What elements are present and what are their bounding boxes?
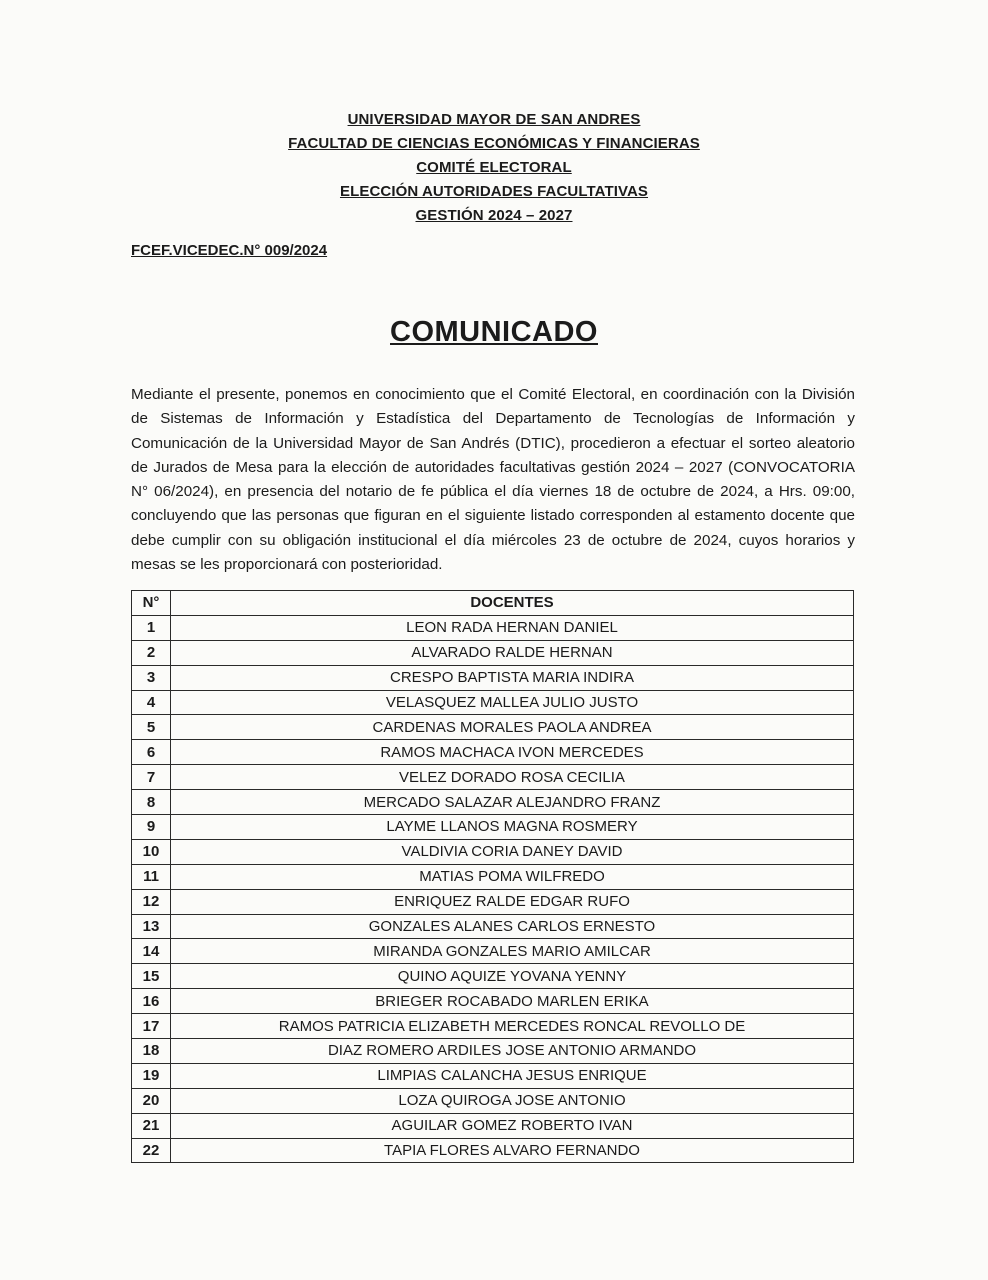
page-title: COMUNICADO [390,316,598,348]
row-number: 20 [132,1088,171,1113]
table-row [132,1088,854,1113]
table-row [132,715,854,740]
docente-name: BRIEGER ROCABADO MARLEN ERIKA [171,989,854,1014]
table-row [132,1113,854,1138]
docente-name: VELEZ DORADO ROSA CECILIA [171,765,854,790]
row-number: 13 [132,914,171,939]
docente-name: VALDIVIA CORIA DANEY DAVID [171,839,854,864]
row-number: 12 [132,889,171,914]
docente-name: RAMOS MACHACA IVON MERCEDES [171,740,854,765]
row-number: 6 [132,740,171,765]
row-number: 19 [132,1063,171,1088]
row-number: 3 [132,665,171,690]
docente-name: CRESPO BAPTISTA MARIA INDIRA [171,665,854,690]
table-row [132,790,854,815]
table-row [132,1039,854,1064]
docentes-table [131,590,854,1163]
table-row [132,964,854,989]
docente-name: ENRIQUEZ RALDE EDGAR RUFO [171,889,854,914]
table-row [132,690,854,715]
header-period: GESTIÓN 2024 – 2027 [415,207,573,224]
row-number: 2 [132,640,171,665]
docente-name: ALVARADO RALDE HERNAN [171,640,854,665]
row-number: 8 [132,790,171,815]
table-row [132,765,854,790]
docente-name: LIMPIAS CALANCHA JESUS ENRIQUE [171,1063,854,1088]
row-number: 14 [132,939,171,964]
table-row [132,1014,854,1039]
column-header-docentes: DOCENTES [171,591,854,616]
table-row [132,740,854,765]
docente-name: RAMOS PATRICIA ELIZABETH MERCEDES RONCAL REVOLLO DE [171,1014,854,1039]
docente-name: GONZALES ALANES CARLOS ERNESTO [171,914,854,939]
row-number: 4 [132,690,171,715]
table-row [132,989,854,1014]
table-row [132,914,854,939]
table-row [132,1063,854,1088]
header-election: ELECCIÓN AUTORIDADES FACULTATIVAS [339,183,649,200]
row-number: 17 [132,1014,171,1039]
row-number: 11 [132,864,171,889]
docente-name: MIRANDA GONZALES MARIO AMILCAR [171,939,854,964]
docente-name: CARDENAS MORALES PAOLA ANDREA [171,715,854,740]
row-number: 21 [132,1113,171,1138]
table-row [132,889,854,914]
docente-name: MERCADO SALAZAR ALEJANDRO FRANZ [171,790,854,815]
docente-name: LEON RADA HERNAN DANIEL [171,615,854,640]
table-row [132,665,854,690]
docente-name: DIAZ ROMERO ARDILES JOSE ANTONIO ARMANDO [171,1039,854,1064]
row-number: 7 [132,765,171,790]
body-paragraph: Mediante el presente, ponemos en conocimiento que el Comité Electoral, en coordinación con la División de Sistemas de Información y Estadística del Departamento de Tecnologías de Información y Comunicación de la Universidad Mayor de San Andrés (DTIC), procedieron a efectuar el sorteo aleatorio de Jurados de Mesa para la elección de autoridades facultativas gestión 2024 – 2027 (CONVOCATORIA N° 06/2024), en presencia del notario de fe pública el día viernes 18 de octubre de 2024, a Hrs. 09:00, concluyendo que las personas que figuran en el siguiente listado corresponden al estamento docente que debe cumplir con su obligación institucional el día miércoles 23 de octubre de 2024, cuyos horarios y mesas se les proporcionará con posterioridad. [131,386,855,574]
docente-name: LAYME LLANOS MAGNA ROSMERY [171,815,854,840]
table-row [132,864,854,889]
column-header-number: N° [132,591,171,616]
reference-number: FCEF.VICEDEC.N° 009/2024 [131,242,328,259]
docente-name: QUINO AQUIZE YOVANA YENNY [171,964,854,989]
table-header-row [132,591,854,616]
row-number: 22 [132,1138,171,1163]
header-university: UNIVERSIDAD MAYOR DE SAN ANDRES [347,111,641,128]
row-number: 16 [132,989,171,1014]
table-row [132,839,854,864]
header-committee: COMITÉ ELECTORAL [416,159,572,176]
document-header [0,108,988,228]
docente-name: VELASQUEZ MALLEA JULIO JUSTO [171,690,854,715]
row-number: 5 [132,715,171,740]
docente-name: AGUILAR GOMEZ ROBERTO IVAN [171,1113,854,1138]
row-number: 18 [132,1039,171,1064]
row-number: 10 [132,839,171,864]
docente-name: MATIAS POMA WILFREDO [171,864,854,889]
table-row [132,939,854,964]
row-number: 15 [132,964,171,989]
table-row [132,1138,854,1163]
table-row [132,815,854,840]
docente-name: LOZA QUIROGA JOSE ANTONIO [171,1088,854,1113]
docente-name: TAPIA FLORES ALVARO FERNANDO [171,1138,854,1163]
row-number: 9 [132,815,171,840]
table-row [132,615,854,640]
row-number: 1 [132,615,171,640]
table-row [132,640,854,665]
header-faculty: FACULTAD DE CIENCIAS ECONÓMICAS Y FINANCIERAS [288,135,700,152]
